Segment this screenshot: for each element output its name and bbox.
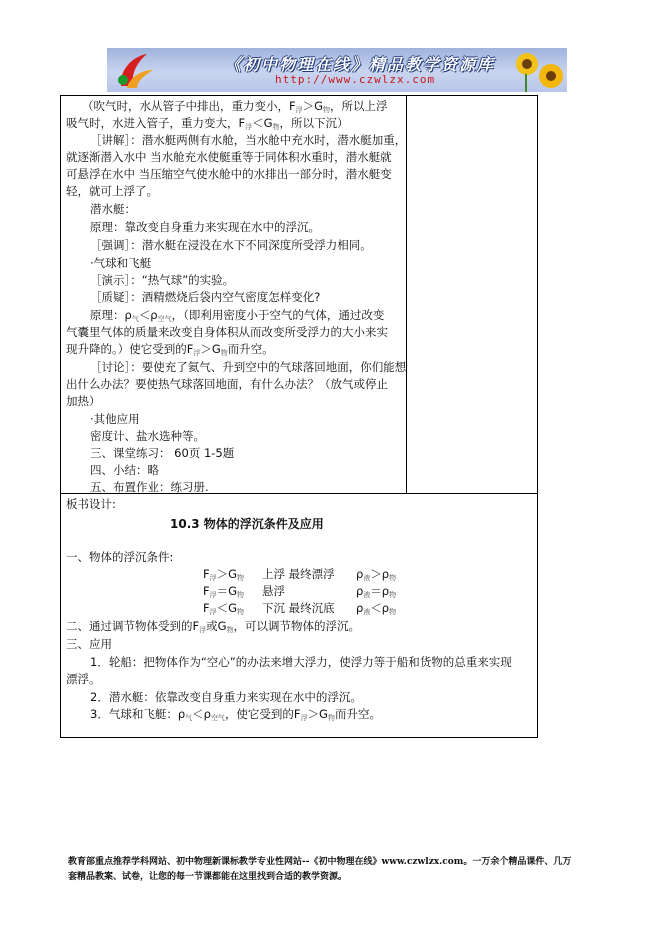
heading-other-apps: ·其他应用	[90, 412, 140, 426]
table-border-left	[60, 95, 61, 738]
site-banner	[107, 48, 567, 92]
discussion-line: 加热）	[66, 394, 101, 408]
condition-row: $F_浮<G_物$	[203, 601, 245, 616]
para-line: 吸气时，水进入管子，重力变大，$F_浮<G_物$，所以下沉）	[66, 116, 349, 131]
summary-line: 四、小结：略	[90, 463, 159, 477]
heading-submarine: 潜水艇：	[90, 202, 136, 216]
board-title: 10.3 物体的浮沉条件及应用	[170, 517, 324, 531]
principle-line: 原理：靠改变自身重力来实现在水中的浮沉。	[90, 220, 320, 234]
discussion-line: ［讨论］：要使充了氦气、升到空中的气球落回地面，你们能想	[90, 360, 407, 374]
condition-density: $\rho_液>\rho_物$	[356, 567, 397, 582]
exercise-line: 三、课堂练习： 60页 1-5题	[90, 446, 235, 460]
site-logo-icon	[107, 48, 167, 92]
footer-line: 套精品教案、试卷，让您的每一节课都能在这里找到合适的教学资源。	[68, 872, 348, 882]
explain-line: 可悬浮在水中 当压缩空气使水舱中的水排出一部分时，潜水艇变	[66, 167, 392, 181]
board-label: 板书设计:	[66, 497, 116, 511]
condition-row: $F_浮=G_物$	[203, 584, 245, 599]
footer-line: 教育部重点推荐学科网站、初中物理新课标教学专业性网站--《初中物理在线》www.czwlzx.com。一万余个精品课件、几万	[68, 857, 572, 867]
table-border-top	[60, 95, 538, 96]
section-adjust: 二、通过调节物体受到的$F_浮$或$G_物$，可以调节物体的浮沉。	[66, 619, 361, 634]
sunflower-icon	[507, 48, 567, 92]
section-applications: 三、应用	[66, 637, 112, 651]
condition-state: 悬浮	[262, 584, 285, 598]
demo-line: ［演示］：“热气球”的实验。	[90, 273, 235, 287]
question-line: ［质疑］：酒精燃烧后袋内空气密度怎样变化?	[90, 290, 321, 304]
application-ship: 1．轮船：把物体作为“空心”的办法来增大浮力，使浮力等于船和货物的总重来实现	[90, 655, 512, 669]
banner-url[interactable]: http://www.czwlzx.com	[275, 73, 436, 86]
table-border-bottom	[60, 737, 538, 738]
explain-line: 轻，就可上浮了。	[66, 184, 158, 198]
table-column-divider	[406, 95, 407, 493]
section-conditions: 一、物体的浮沉条件:	[66, 550, 174, 564]
condition-state: 下沉 最终沉底	[262, 601, 335, 615]
heading-balloon: ·气球和飞艇	[90, 256, 152, 270]
discussion-line: 出什么办法？要使热气球落回地面，有什么办法？（放气或停止	[66, 377, 388, 391]
homework-line: 五、布置作业：练习册.	[90, 480, 209, 494]
application-balloon: 3．气球和飞艇：$\rho_气<\rho_{空气}$，使它受到的$F_浮>G_物$而升空。	[90, 707, 381, 722]
para-line: 现升降的。）使它受到的$F_浮>G_物$而升空。	[66, 342, 274, 357]
para-line: 密度计、盐水选种等。	[90, 429, 205, 443]
application-ship-cont: 漂浮。	[66, 672, 101, 686]
para-line: 气囊里气体的质量来改变自身体积从而改变所受浮力的大小来实	[66, 325, 388, 339]
emphasis-line: ［强调］：潜水艇在浸没在水下不同深度所受浮力相同。	[90, 238, 372, 252]
condition-row: $F_浮>G_物$	[203, 567, 245, 582]
para-line: （吹气时，水从管子中排出，重力变小，$F_浮>G_物$，所以上浮	[82, 99, 388, 114]
explain-line: ［讲解］：潜水艇两侧有水舱，当水舱中充水时，潜水艇加重，	[90, 133, 407, 147]
banner-title: 《初中物理在线》精品教学资源库	[225, 55, 496, 74]
table-border-right	[537, 95, 538, 738]
explain-line: 就逐渐潜入水中 当水舱充水使艇重等于同体积水重时，潜水艇就	[66, 150, 392, 164]
condition-density: $\rho_液<\rho_物$	[356, 601, 397, 616]
condition-density: $\rho_液=\rho_物$	[356, 584, 397, 599]
page-footer	[68, 855, 648, 885]
application-submarine: 2．潜水艇：依靠改变自身重力来实现在水中的浮沉。	[90, 690, 362, 704]
condition-state: 上浮 最终漂浮	[262, 567, 335, 581]
principle-balloon-line: 原理：$\rho_气<\rho_{空气}$，（即利用密度小于空气的气体，通过改变	[90, 308, 385, 323]
